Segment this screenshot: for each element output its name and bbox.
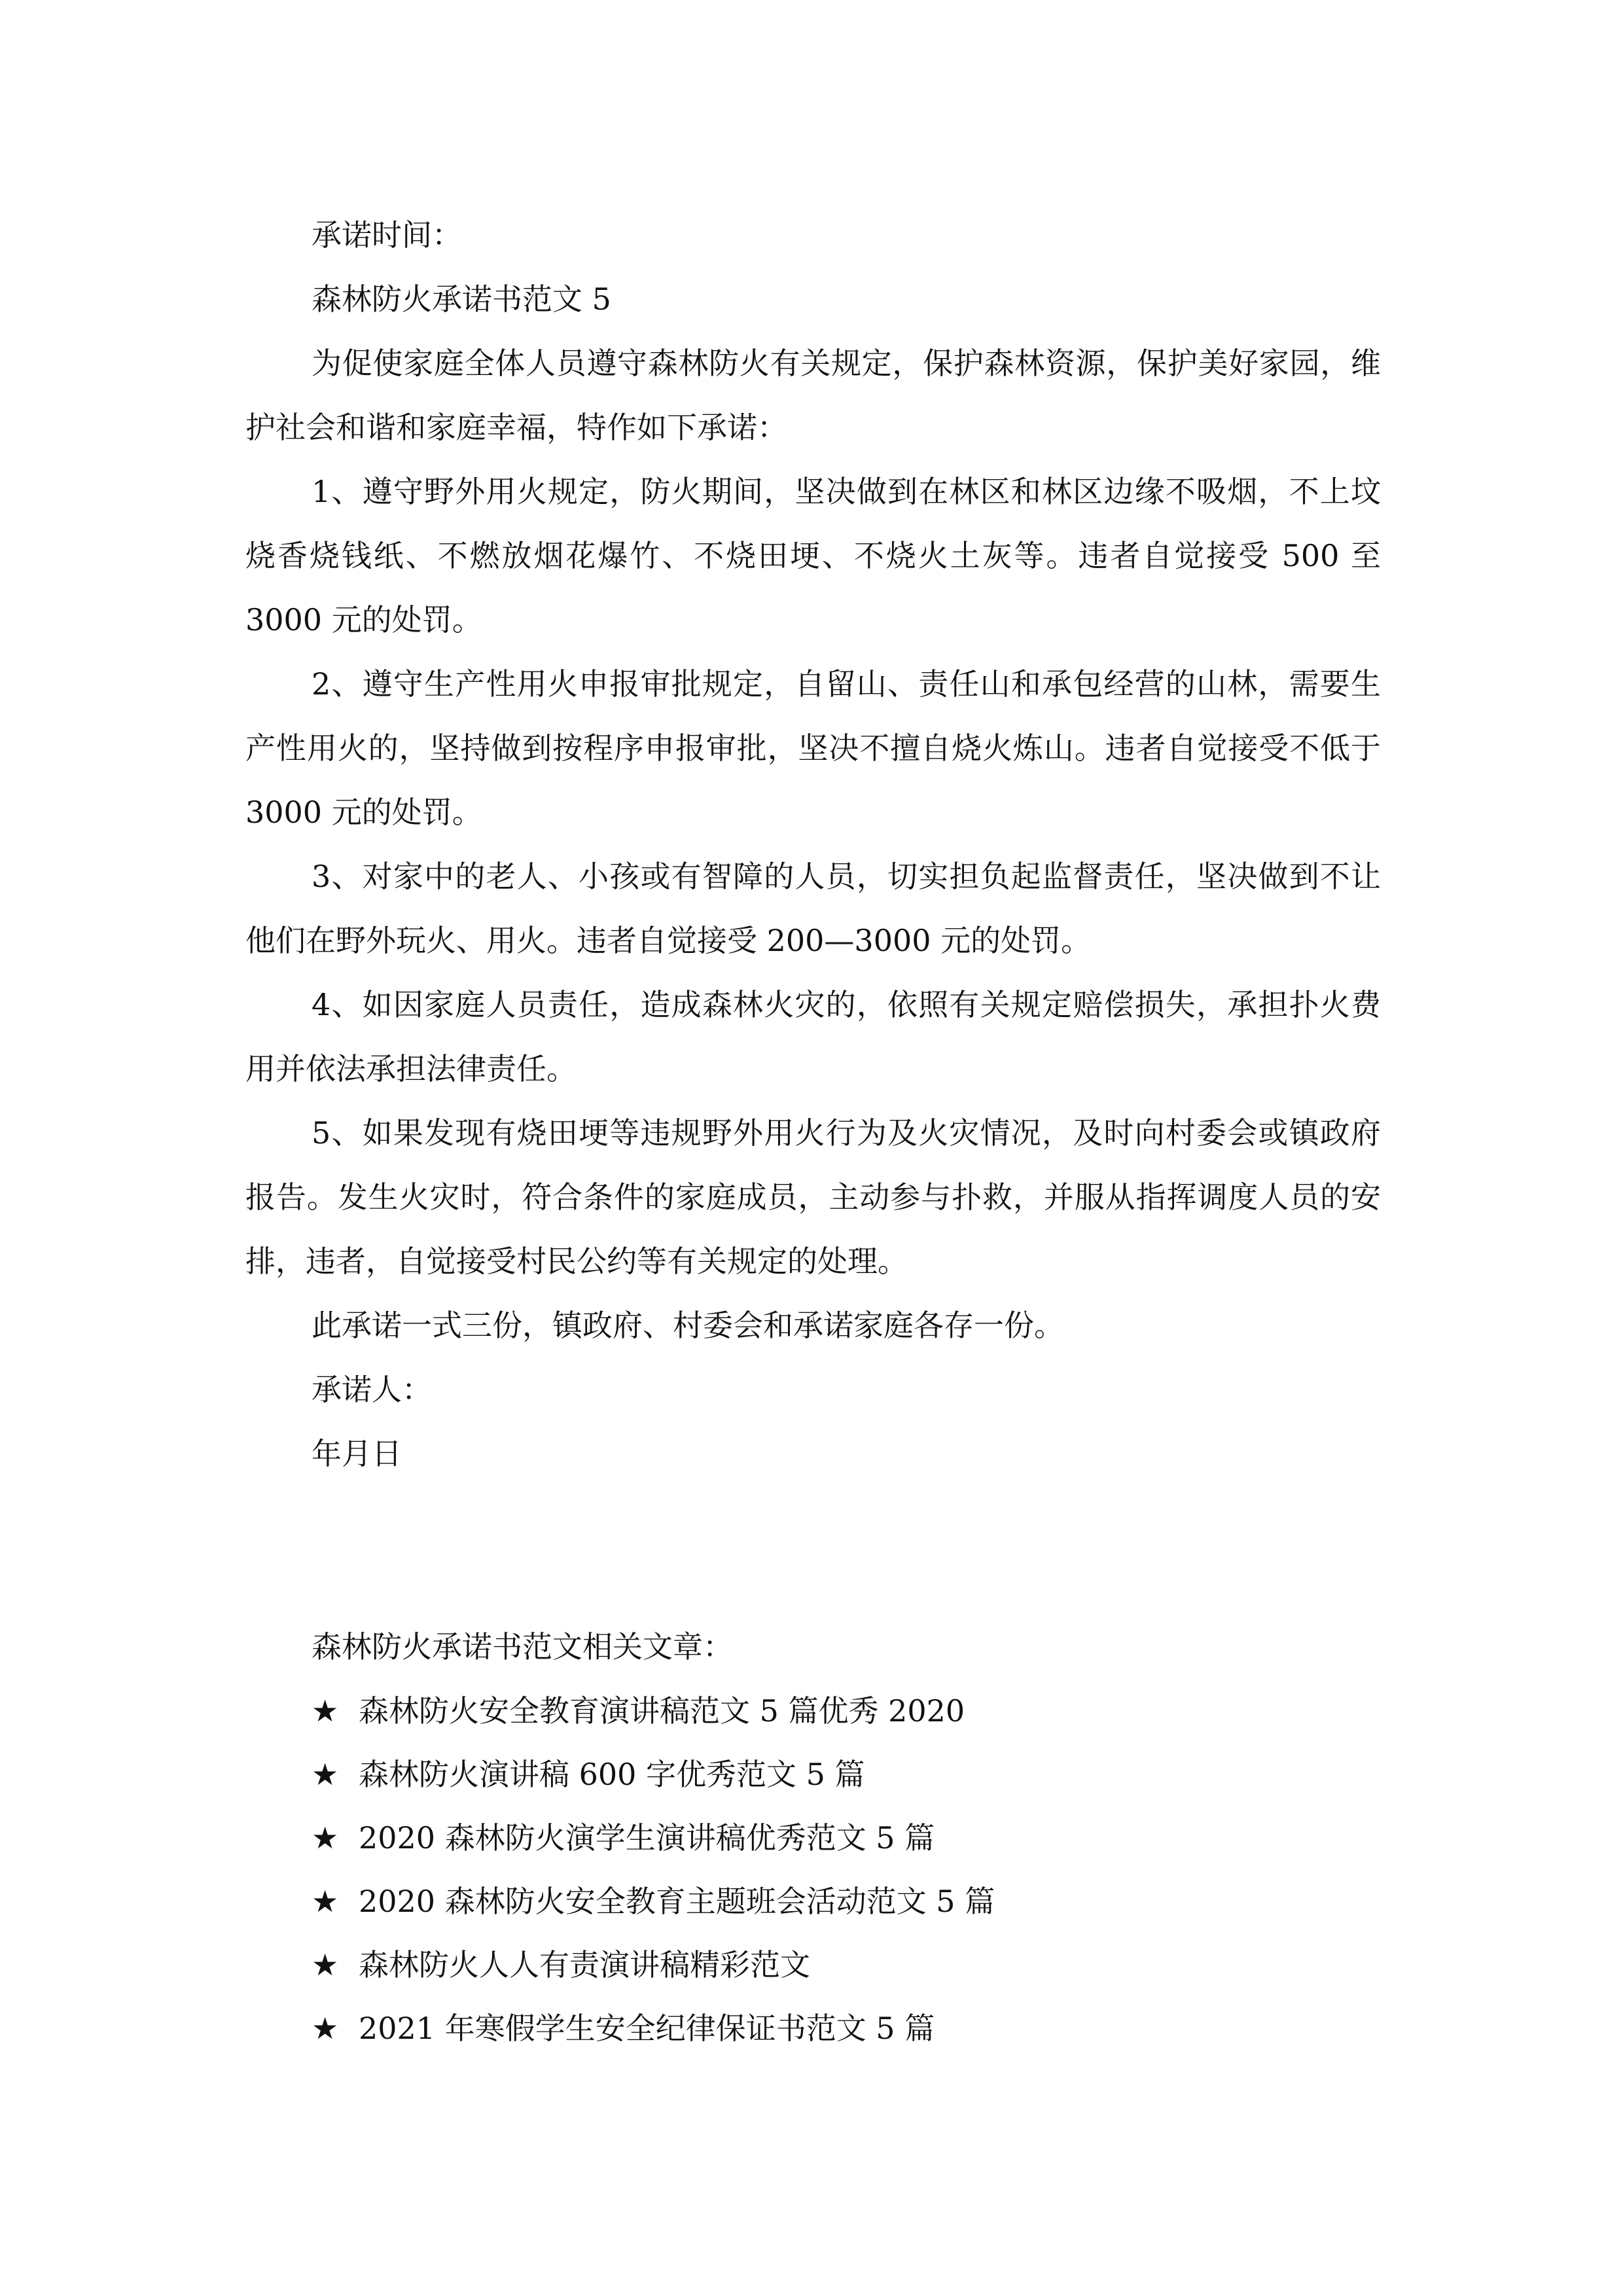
star-icon: ★ — [312, 1946, 339, 1982]
date-label: 年月日 — [312, 1436, 402, 1471]
related-article-title: 森林防火演讲稿 600 字优秀范文 5 篇 — [359, 1756, 865, 1792]
pledge-item-4: 4、如因家庭人员责任，造成森林火灾的，依照有关规定赔偿损失，承担扑火费用并依法承担法律责任。 — [245, 987, 1381, 1086]
related-article-link[interactable] — [245, 1679, 1381, 1742]
related-article-title: 2021 年寒假学生安全纪律保证书范文 5 篇 — [359, 2010, 935, 2046]
related-article-link[interactable] — [245, 1996, 1381, 2060]
pledge-item-3: 3、对家中的老人、小孩或有智障的人员，切实担负起监督责任，坚决做到不让他们在野外玩火、用火。违者自觉接受 200—3000 元的处罚。 — [245, 859, 1381, 958]
pledge-item-5: 5、如果发现有烧田埂等违规野外用火行为及火灾情况，及时向村委会或镇政府报告。发生火灾时，符合条件的家庭成员，主动参与扑救，并服从指挥调度人员的安排，违者，自觉接受村民公约等有关规定的处理。 — [245, 1115, 1381, 1279]
related-articles-title: 森林防火承诺书范文相关文章： — [312, 1629, 733, 1664]
star-icon: ★ — [312, 2010, 339, 2046]
star-icon: ★ — [312, 1756, 339, 1792]
related-article-link[interactable] — [245, 1806, 1381, 1869]
related-article-title: 森林防火安全教育演讲稿范文 5 篇优秀 2020 — [359, 1693, 965, 1729]
section-gap — [245, 1486, 1381, 1615]
document-body — [245, 203, 1381, 2060]
section-title: 森林防火承诺书范文 5 — [312, 281, 611, 317]
related-article-title: 2020 森林防火安全教育主题班会活动范文 5 篇 — [359, 1883, 995, 1919]
related-article-link[interactable] — [245, 1742, 1381, 1806]
pledge-item-1: 1、遵守野外用火规定，防火期间，坚决做到在林区和林区边缘不吸烟，不上坟烧香烧钱纸、不燃放烟花爆竹、不烧田埂、不烧火土灰等。违者自觉接受 500 至 3000 元的处罚。 — [245, 474, 1381, 637]
related-article-link[interactable] — [245, 1869, 1381, 1933]
intro-paragraph-wrap — [245, 331, 1381, 1293]
pledge-item-2: 2、遵守生产性用火申报审批规定，自留山、责任山和承包经营的山林，需要生产性用火的，坚持做到按程序申报审批，坚决不擅自烧火炼山。违者自觉接受不低于 3000 元的处罚。 — [245, 666, 1381, 830]
star-icon: ★ — [312, 1820, 339, 1856]
intro-paragraph: 为促使家庭全体人员遵守森林防火有关规定，保护森林资源，保护美好家园，维护社会和谐和家庭幸福，特作如下承诺： — [245, 346, 1381, 445]
related-article-link[interactable] — [245, 1933, 1381, 1996]
star-icon: ★ — [312, 1883, 339, 1919]
related-article-title: 森林防火人人有责演讲稿精彩范文 — [359, 1946, 810, 1982]
copies-note: 此承诺一式三份，镇政府、村委会和承诺家庭各存一份。 — [312, 1308, 1064, 1343]
related-article-title: 2020 森林防火演学生演讲稿优秀范文 5 篇 — [359, 1820, 935, 1856]
promise-time-label: 承诺时间： — [312, 217, 462, 253]
star-icon: ★ — [312, 1693, 339, 1729]
signer-label: 承诺人： — [312, 1372, 432, 1407]
